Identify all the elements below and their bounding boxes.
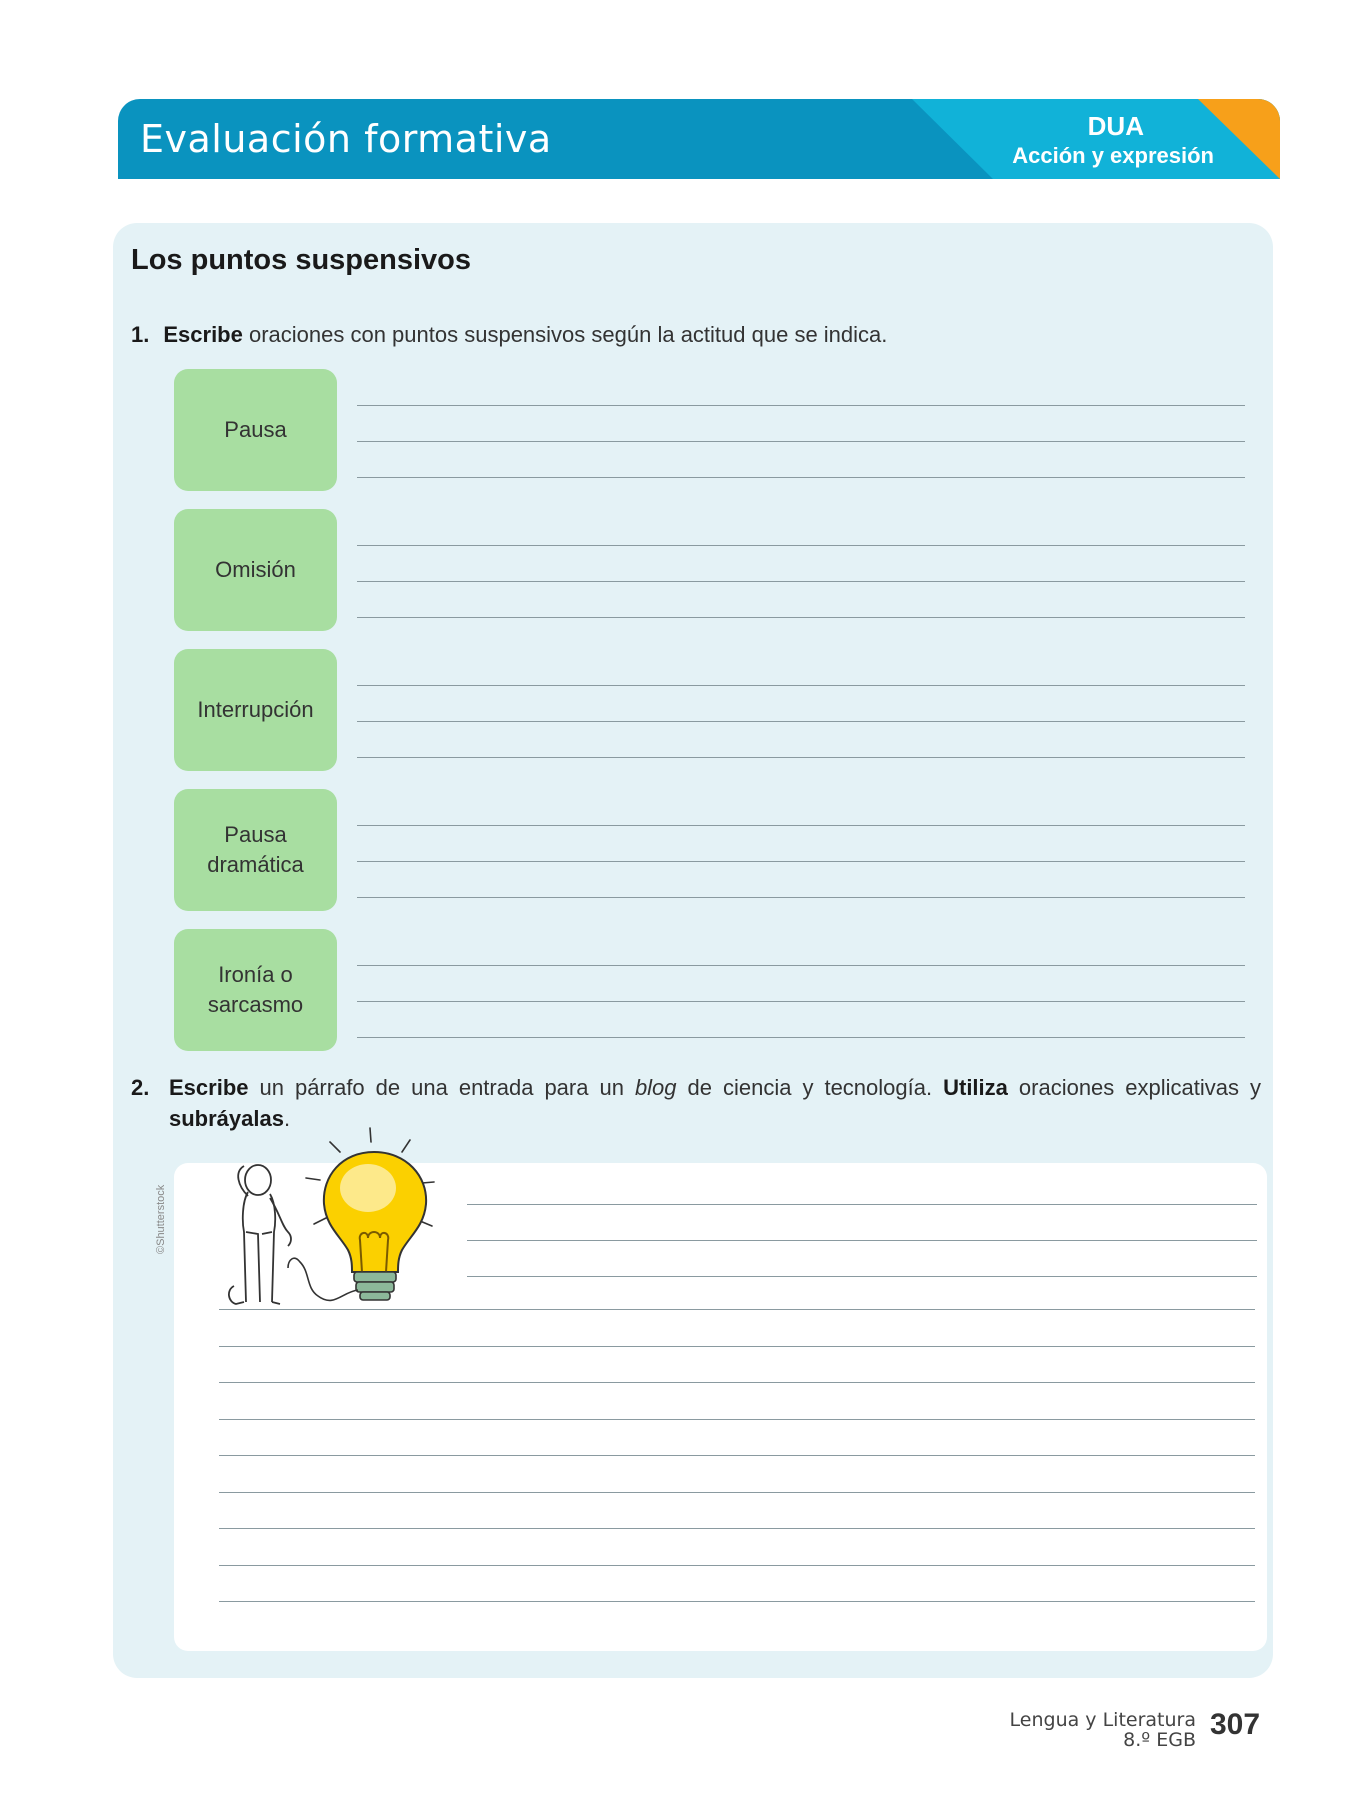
answer-line[interactable] <box>357 685 1245 686</box>
answer-line[interactable] <box>357 721 1245 722</box>
attitude-label-text <box>215 555 296 585</box>
answer-line[interactable] <box>357 897 1245 898</box>
dua-subtitle: Acción y expresión <box>1012 143 1214 168</box>
attitude-label <box>174 649 337 771</box>
question-2 <box>131 1072 1261 1131</box>
answer-line[interactable] <box>357 861 1245 862</box>
answer-line[interactable] <box>357 1001 1245 1002</box>
attitude-label-text <box>208 960 303 1020</box>
header-banner <box>118 99 1280 179</box>
footer-grade: 8.º EGB <box>1123 1729 1196 1751</box>
question-text: un párrafo de una entrada para un <box>248 1075 635 1100</box>
section-title: Los puntos suspensivos <box>131 244 471 276</box>
answer-line[interactable] <box>357 617 1245 618</box>
attitude-line-1: Interrupción <box>197 697 314 722</box>
answer-line[interactable] <box>219 1382 1255 1383</box>
footer-subject: Lengua y Literatura <box>1009 1709 1196 1731</box>
question-text: de ciencia y tecnología. <box>676 1075 944 1100</box>
answer-line[interactable] <box>219 1492 1255 1493</box>
attitude-label <box>174 369 337 491</box>
answer-line[interactable] <box>219 1419 1255 1420</box>
attitude-line-1: Pausa <box>224 417 287 442</box>
answer-line[interactable] <box>219 1601 1255 1602</box>
dua-title: DUA <box>1087 111 1144 141</box>
attitude-label <box>174 509 337 631</box>
answer-line[interactable] <box>357 477 1245 478</box>
question-verb: Escribe <box>169 1075 249 1100</box>
attitude-label-text <box>224 415 286 445</box>
answer-line[interactable] <box>357 757 1245 758</box>
footer-book-info <box>1010 1710 1196 1750</box>
answer-line[interactable] <box>357 581 1245 582</box>
attitude-label-text <box>197 695 313 725</box>
attitude-label <box>174 789 337 911</box>
answer-line[interactable] <box>357 545 1245 546</box>
question-number: 2. <box>131 1075 150 1100</box>
answer-line[interactable] <box>219 1455 1255 1456</box>
question-verb: Escribe <box>163 322 243 347</box>
answer-line[interactable] <box>219 1346 1255 1347</box>
lightbulb-illustration-icon <box>222 1122 452 1308</box>
question-text: oraciones explicativas y <box>1007 1075 1261 1100</box>
image-credit: ©Shutterstock <box>155 1184 167 1254</box>
question-number: 1. <box>131 322 150 347</box>
header-title: Evaluación formativa <box>140 117 552 161</box>
attitude-line-1: Omisión <box>215 557 296 582</box>
answer-line[interactable] <box>219 1309 1255 1310</box>
question-verb: Utiliza <box>943 1075 1008 1100</box>
attitude-line-1: Pausa <box>224 822 287 847</box>
answer-line[interactable] <box>467 1276 1257 1277</box>
question-text: oraciones con puntos suspensivos según la actitud que se indica. <box>242 322 888 347</box>
question-verb: subráyalas <box>169 1106 284 1131</box>
question-1 <box>131 322 887 348</box>
answer-line[interactable] <box>467 1240 1257 1241</box>
answer-line[interactable] <box>219 1565 1255 1566</box>
attitude-label <box>174 929 337 1051</box>
answer-line[interactable] <box>357 1037 1245 1038</box>
answer-line[interactable] <box>357 965 1245 966</box>
answer-line[interactable] <box>219 1528 1255 1529</box>
attitude-line-2: sarcasmo <box>207 992 304 1017</box>
answer-line[interactable] <box>357 441 1245 442</box>
attitude-line-2: dramática <box>207 852 304 877</box>
answer-line[interactable] <box>357 405 1245 406</box>
question-italic: blog <box>634 1075 677 1100</box>
answer-line[interactable] <box>357 825 1245 826</box>
attitude-label-text <box>207 820 304 880</box>
page-number: 307 <box>1210 1708 1261 1741</box>
attitude-line-1: Ironía o <box>218 962 293 987</box>
question-text: . <box>283 1106 291 1131</box>
answer-line[interactable] <box>467 1204 1257 1205</box>
